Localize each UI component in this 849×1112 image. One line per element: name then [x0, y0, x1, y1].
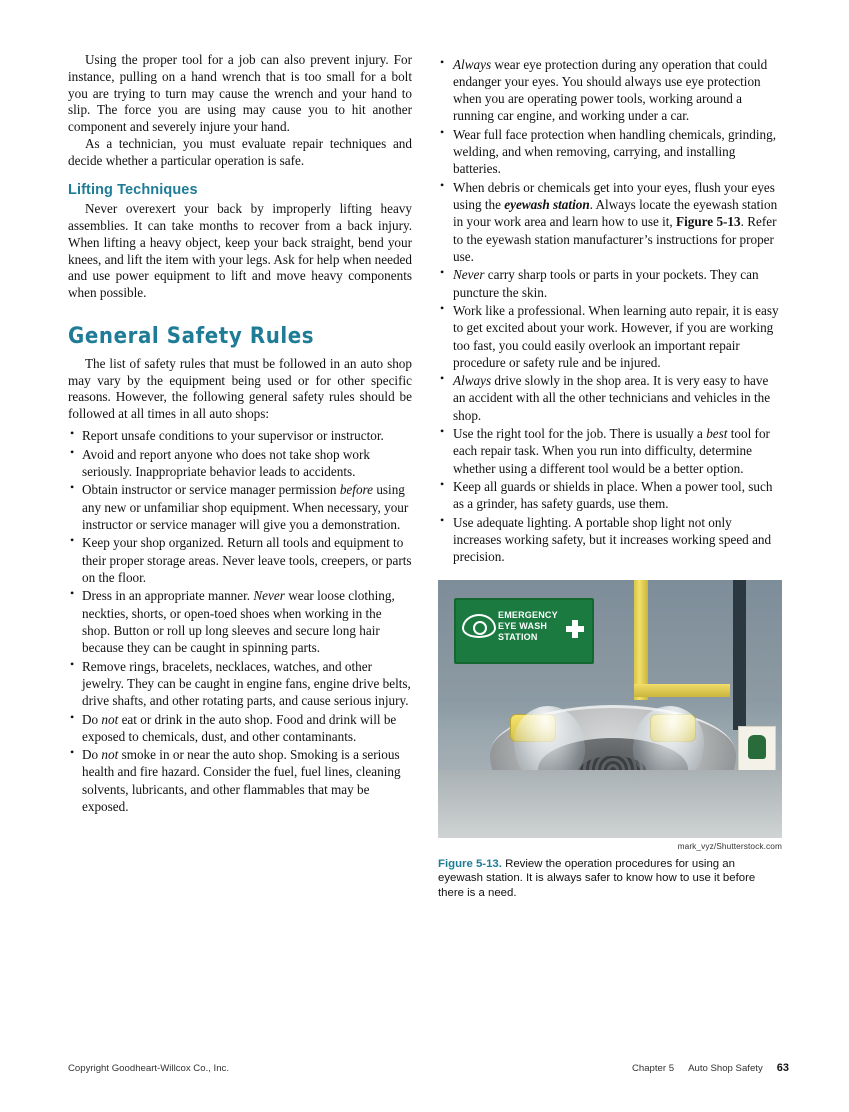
hand-icon [748, 735, 766, 759]
list-item: • Obtain instructor or service manager permission before using any new or unfamiliar shop equipment. When necessary, your instructor or service manager will give you a demonstration. [68, 481, 412, 532]
figure-5-13 [438, 580, 782, 901]
list-item: • Report unsafe conditions to your supervisor or instructor. [68, 427, 412, 444]
figure-caption-text: Review the operation procedures for using an eyewash station. It is always safer to know how to use it before there is a need. [438, 857, 756, 900]
sign-text [498, 610, 558, 644]
heading-general-safety-rules: General Safety Rules [68, 323, 315, 349]
page-footer [68, 1062, 789, 1074]
footer-chapter-title: Auto Shop Safety [688, 1063, 763, 1074]
footer-chapter: Chapter 5 [631, 1063, 675, 1074]
list-item: • Always wear eye protection during any operation that could endanger your eyes. You should always use eye protection when you are operating power tools, working around a running car engine, and working under a car. [438, 56, 782, 125]
sign-line-1: EMERGENCY [498, 609, 558, 620]
photo-credit: mark_vyz/Shutterstock.com [677, 840, 782, 851]
list-item: • Always drive slowly in the shop area. It is very easy to have an accident with all the other technicians and vehicles in the shop. [438, 372, 782, 423]
yellow-pipe-vertical [634, 580, 648, 700]
paragraph-evaluate-techniques: As a technician, you must evaluate repair techniques and decide whether a particular operation is safe. [68, 135, 412, 168]
list-item: • Wear full face protection when handling chemicals, grinding, welding, and when removing, carrying, and installing batteries. [438, 126, 782, 177]
emergency-eye-wash-sign [454, 598, 594, 664]
left-safety-rules-list [68, 427, 412, 815]
dark-post [733, 580, 746, 730]
paragraph-lifting: Never overexert your back by improperly lifting heavy assemblies. It can take months to recover from a back injury. When lifting a heavy object, keep your back straight, bend your knees, and lift the item with your legs. Ask for help when needed and use power equipment to lift and move heavy components when possible. [68, 201, 412, 301]
left-column [68, 52, 412, 901]
list-item: • Remove rings, bracelets, necklaces, watches, and other jewelry. They can be caught in engine fans, engine drive belts, drive shafts, and other rotating parts, and cause serious injury. [68, 658, 412, 709]
list-item: • Dress in an appropriate manner. Never wear loose clothing, neckties, shorts, or open-toed shoes when working in the shop. Button or roll up long sleeves and secure long hair because they can be caught in spinning parts. [68, 587, 412, 656]
yellow-pipe-horizontal [634, 684, 730, 697]
list-item: • Avoid and report anyone who does not take shop work seriously. Inappropriate behavior leads to accidents. [68, 446, 412, 480]
list-item: • Do not smoke in or near the auto shop. Smoking is a serious health and fire hazard. Consider the fuel, fuel lines, cleaning solvents, lubricants, and other flammables that may be exposed. [68, 746, 412, 815]
list-item: • Use the right tool for the job. There is usually a best tool for each repair task. When you run into difficulty, determine whether using a different tool would be a better option. [438, 425, 782, 476]
heading-lifting-techniques: Lifting Techniques [68, 182, 198, 199]
footer-copyright: Copyright Goodheart-Willcox Co., Inc. [68, 1063, 230, 1074]
paragraph-general-intro: The list of safety rules that must be followed in an auto shop may vary by the equipment being used or for other specific reasons. However, the following general safety rules should be followed at all times in all auto shops: [68, 355, 412, 422]
footer-page-number: 63 [776, 1062, 789, 1074]
figure-caption-label: Figure 5-13. [438, 857, 502, 870]
list-item: • Keep your shop organized. Return all tools and equipment to their proper storage areas. Never leave tools, creepers, or parts on the floor. [68, 534, 412, 585]
two-column-body [68, 52, 782, 901]
hand-placard-icon [738, 726, 776, 772]
right-safety-rules-list [438, 56, 782, 566]
eyewash-station-photo [438, 580, 782, 838]
footer-right [632, 1062, 789, 1074]
list-item: • Do not eat or drink in the auto shop. Food and drink will be exposed to chemicals, dust, and other contaminants. [68, 711, 412, 745]
eye-icon [462, 614, 496, 638]
right-column [438, 52, 782, 901]
list-item: • Work like a professional. When learning auto repair, it is easy to get excited about your work. However, if you are working too fast, you could easily overlook an important repair procedure or safety rule and be injured. [438, 302, 782, 371]
list-item: • Keep all guards or shields in place. When a power tool, such as a grinder, has safety guards, use them. [438, 478, 782, 512]
figure-caption [438, 857, 782, 901]
medical-cross-icon [566, 620, 584, 638]
paragraph-tool-injury: Using the proper tool for a job can also prevent injury. For instance, pulling on a hand wrench that is too small for a bolt you are trying to turn may cause the wrench and your hand to slip. The force you are using may cause you to hit another component and severely injure your hand. [68, 52, 412, 135]
sign-line-3: STATION [498, 632, 538, 643]
list-item: • Never carry sharp tools or parts in your pockets. They can puncture the skin. [438, 266, 782, 300]
photo-floor [438, 770, 782, 837]
sign-line-2: EYE WASH [498, 620, 548, 631]
list-item: • Use adequate lighting. A portable shop light not only increases working safety, but it increases working speed and precision. [438, 514, 782, 565]
list-item: • When debris or chemicals get into your eyes, flush your eyes using the eyewash station. Always locate the eyewash station in your work area and learn how to use it, Figure 5-13. Refer to the eyewash station manufacturer’s instructions for proper use. [438, 179, 782, 265]
